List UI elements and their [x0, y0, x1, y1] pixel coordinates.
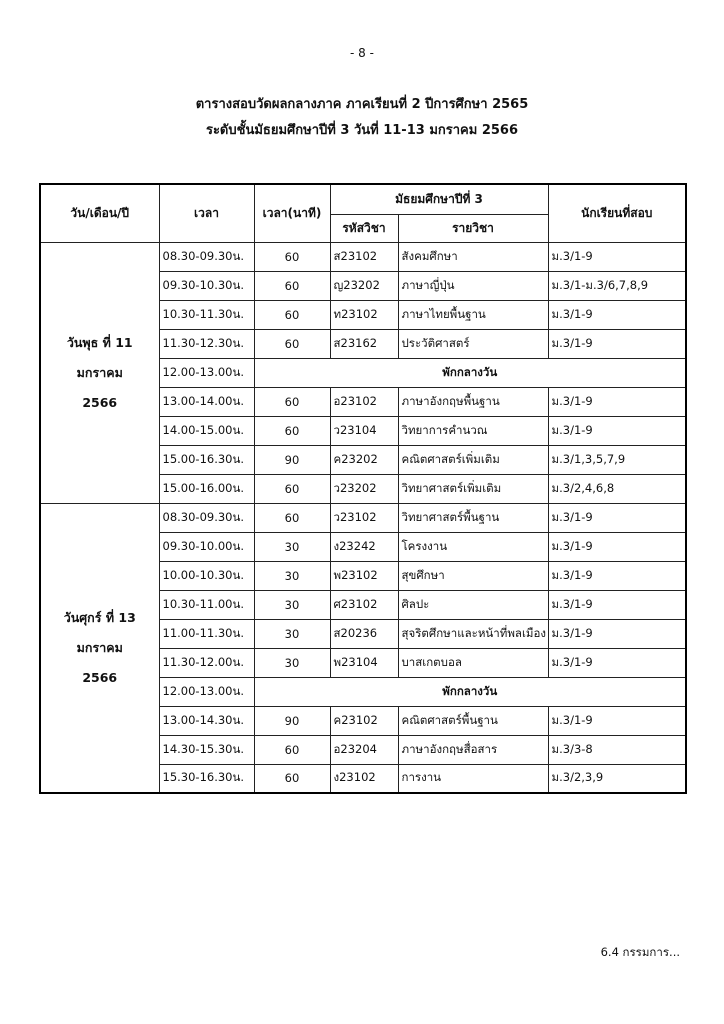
subject-name-cell: ประวัติศาสตร์: [398, 329, 548, 358]
subject-code-cell: ง23102: [330, 764, 398, 793]
subject-name-cell: ภาษาอังกฤษสื่อสาร: [398, 735, 548, 764]
students-cell: ม.3/1-9: [548, 590, 686, 619]
time-cell: 11.00-11.30น.: [159, 619, 254, 648]
students-cell: ม.3/1,3,5,7,9: [548, 445, 686, 474]
duration-cell: 30: [254, 648, 330, 677]
students-cell: ม.3/1-ม.3/6,7,8,9: [548, 271, 686, 300]
footer-note: 6.4 กรรมการ...: [600, 945, 680, 959]
subject-name-cell: สังคมศึกษา: [398, 242, 548, 271]
header-time: เวลา: [159, 184, 254, 242]
students-cell: ม.3/1-9: [548, 619, 686, 648]
students-cell: ม.3/1-9: [548, 242, 686, 271]
subject-name-cell: ภาษาอังกฤษพื้นฐาน: [398, 387, 548, 416]
time-cell: 12.00-13.00น.: [159, 358, 254, 387]
time-cell: 13.00-14.00น.: [159, 387, 254, 416]
students-cell: ม.3/1-9: [548, 503, 686, 532]
subject-code-cell: ว23202: [330, 474, 398, 503]
header-duration: เวลา(นาที): [254, 184, 330, 242]
subject-code-cell: ท23102: [330, 300, 398, 329]
document-subtitle: ระดับชั้นมัธยมศึกษาปีที่ 3 วันที่ 11-13 มกราคม 2566: [205, 123, 519, 138]
subject-code-cell: ส23162: [330, 329, 398, 358]
subject-name-cell: ภาษาญี่ปุ่น: [398, 271, 548, 300]
subject-code-cell: ส23102: [330, 242, 398, 271]
subject-name-cell: คณิตศาสตร์พื้นฐาน: [398, 706, 548, 735]
time-cell: 10.00-10.30น.: [159, 561, 254, 590]
subject-name-cell: โครงงาน: [398, 532, 548, 561]
students-cell: ม.3/1-9: [548, 532, 686, 561]
time-cell: 15.00-16.00น.: [159, 474, 254, 503]
subject-name-cell: การงาน: [398, 764, 548, 793]
students-cell: ม.3/1-9: [548, 329, 686, 358]
duration-cell: 30: [254, 619, 330, 648]
duration-cell: 60: [254, 735, 330, 764]
students-cell: ม.3/2,4,6,8: [548, 474, 686, 503]
duration-cell: 60: [254, 416, 330, 445]
time-cell: 15.30-16.30น.: [159, 764, 254, 793]
time-cell: 09.30-10.30น.: [159, 271, 254, 300]
time-cell: 10.30-11.30น.: [159, 300, 254, 329]
subject-code-cell: พ23102: [330, 561, 398, 590]
time-cell: 08.30-09.30น.: [159, 242, 254, 271]
subject-name-cell: สุขศึกษา: [398, 561, 548, 590]
subject-code-cell: อ23204: [330, 735, 398, 764]
lunch-break-cell: พักกลางวัน: [254, 677, 686, 706]
time-cell: 13.00-14.30น.: [159, 706, 254, 735]
duration-cell: 60: [254, 474, 330, 503]
header-students: นักเรียนที่สอบ: [548, 184, 686, 242]
subject-code-cell: ว23104: [330, 416, 398, 445]
exam-day-cell: [40, 242, 159, 503]
subject-code-cell: ค23102: [330, 706, 398, 735]
students-cell: ม.3/3-8: [548, 735, 686, 764]
duration-cell: 90: [254, 706, 330, 735]
duration-cell: 30: [254, 590, 330, 619]
time-cell: 11.30-12.30น.: [159, 329, 254, 358]
subject-code-cell: ง23242: [330, 532, 398, 561]
header-subject: รายวิชา: [398, 214, 548, 242]
header-code: รหัสวิชา: [330, 214, 398, 242]
page-number: - 8 -: [350, 46, 374, 60]
subject-code-cell: พ23104: [330, 648, 398, 677]
exam-schedule-table: [39, 183, 687, 794]
subject-name-cell: สุจริตศึกษาและหน้าที่พลเมือง: [398, 619, 548, 648]
subject-code-cell: ญ23202: [330, 271, 398, 300]
students-cell: ม.3/1-9: [548, 416, 686, 445]
duration-cell: 60: [254, 271, 330, 300]
duration-cell: 60: [254, 300, 330, 329]
subject-code-cell: ว23102: [330, 503, 398, 532]
subject-name-cell: ศิลปะ: [398, 590, 548, 619]
duration-cell: 60: [254, 242, 330, 271]
exam-day-label-line: มกราคม: [76, 364, 123, 380]
subject-name-cell: คณิตศาสตร์เพิ่มเติม: [398, 445, 548, 474]
subject-name-cell: วิทยาศาสตร์พื้นฐาน: [398, 503, 548, 532]
table-row: [40, 242, 686, 271]
header-level-group: มัธยมศึกษาปีที่ 3: [330, 184, 548, 214]
students-cell: ม.3/2,3,9: [548, 764, 686, 793]
duration-cell: 60: [254, 764, 330, 793]
duration-cell: 30: [254, 561, 330, 590]
time-cell: 10.30-11.00น.: [159, 590, 254, 619]
lunch-break-cell: พักกลางวัน: [254, 358, 686, 387]
exam-day-label-line: วันศุกร์ ที่ 13: [63, 609, 136, 625]
students-cell: ม.3/1-9: [548, 706, 686, 735]
students-cell: ม.3/1-9: [548, 648, 686, 677]
duration-cell: 30: [254, 532, 330, 561]
time-cell: 14.30-15.30น.: [159, 735, 254, 764]
duration-cell: 60: [254, 329, 330, 358]
subject-name-cell: ภาษาไทยพื้นฐาน: [398, 300, 548, 329]
exam-day-label-line: มกราคม: [76, 639, 123, 655]
time-cell: 14.00-15.00น.: [159, 416, 254, 445]
schedule-body: [40, 242, 686, 793]
subject-code-cell: ส20236: [330, 619, 398, 648]
document-title: ตารางสอบวัดผลกลางภาค ภาคเรียนที่ 2 ปีการศึกษา 2565: [195, 97, 529, 112]
subject-code-cell: อ23102: [330, 387, 398, 416]
time-cell: 11.30-12.00น.: [159, 648, 254, 677]
exam-day-label-line: 2566: [82, 394, 118, 410]
time-cell: 08.30-09.30น.: [159, 503, 254, 532]
students-cell: ม.3/1-9: [548, 387, 686, 416]
subject-name-cell: วิทยาศาสตร์เพิ่มเติม: [398, 474, 548, 503]
time-cell: 12.00-13.00น.: [159, 677, 254, 706]
duration-cell: 60: [254, 387, 330, 416]
subject-code-cell: ค23202: [330, 445, 398, 474]
table-row: [40, 503, 686, 532]
header-date: วัน/เดือน/ปี: [40, 184, 159, 242]
subject-name-cell: บาสเกตบอล: [398, 648, 548, 677]
duration-cell: 90: [254, 445, 330, 474]
subject-code-cell: ศ23102: [330, 590, 398, 619]
duration-cell: 60: [254, 503, 330, 532]
exam-day-label-line: 2566: [82, 669, 118, 685]
subject-name-cell: วิทยาการคำนวณ: [398, 416, 548, 445]
time-cell: 09.30-10.00น.: [159, 532, 254, 561]
students-cell: ม.3/1-9: [548, 300, 686, 329]
exam-day-label-line: วันพุธ ที่ 11: [66, 334, 133, 350]
exam-day-cell: [40, 503, 159, 793]
time-cell: 15.00-16.30น.: [159, 445, 254, 474]
students-cell: ม.3/1-9: [548, 561, 686, 590]
